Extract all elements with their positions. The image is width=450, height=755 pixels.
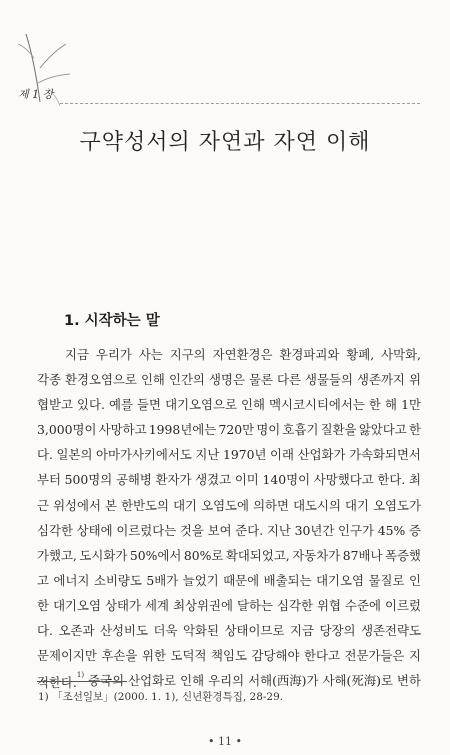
word: 50%에서: [129, 547, 182, 563]
word: 1970년: [222, 447, 267, 463]
word: 환경오염으로: [65, 372, 137, 388]
word: 한반도의: [121, 497, 169, 513]
word: 지난: [195, 447, 220, 463]
text-line: [37, 593, 421, 618]
page-number: • 11 •: [208, 735, 242, 748]
word: 아마가사키에서도: [96, 447, 192, 463]
word: 책임도: [211, 648, 247, 664]
word: 한: [408, 422, 421, 438]
word: 인구가: [338, 522, 374, 538]
word: 질환을: [320, 422, 357, 438]
word: 세계: [145, 597, 169, 613]
word: 협받고: [37, 397, 73, 413]
word: 들면: [137, 397, 161, 413]
word: 후손을: [101, 648, 138, 664]
word: 사는: [138, 347, 163, 362]
word: 오염도에: [201, 497, 249, 513]
word: 생겼고: [195, 472, 232, 488]
word: 이미: [234, 472, 259, 488]
word: 배출되는: [263, 572, 312, 588]
word: 폭증했: [384, 547, 421, 563]
word: 최: [408, 472, 421, 488]
word: 500명의: [64, 472, 113, 488]
word: 사망하고: [98, 422, 147, 438]
word: 가했고,: [37, 547, 77, 563]
word: 적한다.$^{1)}$: [37, 671, 85, 691]
word: 대기: [173, 497, 198, 513]
text-line: [37, 568, 421, 593]
word: 한다고: [304, 648, 340, 664]
word: 물질로: [368, 572, 405, 588]
word: 본: [105, 497, 118, 513]
word: 사막화,: [381, 347, 421, 362]
word: 명이: [256, 422, 281, 438]
word: 앓았다고: [358, 422, 407, 438]
word: 인: [408, 572, 421, 588]
word: 도시화가: [79, 547, 128, 563]
text-line: [37, 467, 421, 492]
word: 위협: [317, 597, 341, 613]
text-line: [37, 417, 421, 442]
word: 이르렀: [385, 597, 421, 613]
word: 소비량도: [93, 572, 142, 588]
word: 해: [385, 397, 397, 413]
word: 오염도가: [373, 497, 421, 513]
word: 준다.: [235, 522, 264, 538]
word: 다른: [277, 372, 301, 388]
word: 720만: [218, 422, 255, 438]
word: 달하는: [237, 597, 273, 613]
word: 5배가: [146, 572, 179, 588]
text-line: [37, 643, 421, 668]
word: 증: [408, 522, 421, 538]
word: 도덕적: [170, 648, 207, 664]
word: 140명이: [262, 472, 311, 488]
word: 감당해야: [251, 648, 300, 664]
word: 대기: [345, 497, 369, 513]
word: 지: [409, 648, 421, 664]
word: 확대되었고,: [225, 547, 290, 563]
word: 있다.: [77, 397, 105, 413]
word: 근: [37, 497, 49, 513]
word: 상태에: [76, 522, 113, 538]
word: 1998년에는: [148, 422, 217, 438]
word: 위: [408, 372, 421, 388]
word: 자동차가: [292, 547, 341, 563]
word: 산성비도: [100, 623, 148, 639]
word: 호흡기: [282, 422, 319, 438]
word: 이르렀다는: [116, 522, 177, 538]
word: 것을: [179, 522, 204, 538]
word: 생물들의: [305, 372, 353, 388]
word: 일본의: [56, 447, 93, 463]
word: 다.: [37, 623, 53, 639]
text-line: [37, 442, 421, 467]
word: 우리가: [95, 347, 132, 362]
word: 위성에서: [53, 497, 101, 513]
text-line: [37, 367, 421, 392]
word: 1만: [401, 397, 421, 413]
footnote: 1) 「조선일보」(2000. 1. 1), 신년환경특집, 28-29.: [38, 691, 284, 703]
word: 대기오염: [316, 572, 364, 588]
chapter-title: 구약성서의 자연과 자연 이해: [79, 129, 371, 155]
word: 한: [37, 597, 49, 613]
word: 악화된: [183, 623, 219, 639]
text-line: [37, 618, 421, 643]
word: 생존전략도: [361, 623, 421, 639]
word: 물론: [248, 372, 273, 388]
word: 자연환경은: [212, 347, 273, 362]
word: 예를: [109, 397, 133, 413]
word: 다.: [37, 447, 53, 463]
word: 지금: [290, 623, 314, 639]
word: 늘었기: [182, 572, 219, 588]
word: 오존과: [58, 623, 95, 639]
word: 우리의: [208, 673, 245, 689]
text-line: [37, 392, 421, 417]
word: 각종: [37, 372, 61, 388]
word: 사해(死海)로: [322, 673, 393, 689]
word: 한다.: [377, 472, 406, 488]
word: 3,000명이: [37, 422, 97, 438]
word: 생명은: [208, 372, 245, 388]
word: 중국의: [88, 673, 125, 689]
word: 생존까지: [357, 372, 405, 388]
text-line: [37, 543, 421, 568]
word: 문제이지만: [37, 648, 97, 664]
word: 멕시코시티에서는: [269, 397, 365, 413]
word: 보여: [207, 522, 232, 538]
word: 이래: [270, 447, 294, 463]
body-paragraph: [37, 342, 421, 693]
word: 황폐,: [346, 347, 375, 362]
word: 전문가들은: [344, 648, 405, 664]
word: 상태이므로: [224, 623, 285, 639]
word: 지금: [65, 347, 89, 362]
footnote-reference: 1): [76, 671, 85, 680]
word: 에너지: [53, 572, 90, 588]
word: 고: [37, 572, 49, 588]
word: 당장의: [319, 623, 356, 639]
word: 부터: [37, 472, 61, 488]
word: 수준에: [345, 597, 381, 613]
section-heading: 1. 시작하는 말: [64, 313, 160, 329]
word: 지난: [266, 522, 291, 538]
word: 80%로: [183, 547, 224, 563]
word: 때문에: [223, 572, 260, 588]
word: 한: [368, 397, 381, 413]
word: 서해(西海)가: [248, 673, 319, 689]
header-divider: [60, 103, 420, 104]
word: 가속화되면서: [349, 447, 421, 463]
word: 30년간: [294, 522, 335, 538]
chapter-label: 제 1 장: [18, 88, 54, 101]
word: 인해: [140, 372, 165, 388]
word: 환경파괴와: [279, 347, 340, 362]
word: 45%: [377, 522, 406, 538]
word: 변하: [397, 673, 421, 689]
text-line: [37, 518, 421, 543]
word: 87배나: [342, 547, 383, 563]
word: 심각한: [37, 522, 73, 538]
word: 최상위권에: [173, 597, 233, 613]
word: 더욱: [153, 623, 178, 639]
text-line: [37, 342, 421, 367]
word: 산업화로: [128, 673, 177, 689]
word: 사망했다고: [313, 472, 374, 488]
word: 환자가: [155, 472, 192, 488]
word: 심각한: [277, 597, 313, 613]
word: 공해병: [115, 472, 152, 488]
text-line: [37, 493, 421, 518]
word: 대기오염: [53, 597, 101, 613]
word: 지구의: [169, 347, 206, 362]
word: 대기오염으로: [165, 397, 237, 413]
word: 위한: [141, 648, 166, 664]
footnote-divider: [37, 681, 127, 682]
word: 인해: [241, 397, 265, 413]
word: 산업화가: [297, 447, 346, 463]
word: 의하면: [253, 497, 289, 513]
word: 인해: [180, 673, 205, 689]
word: 상태가: [105, 597, 141, 613]
word: 인간의: [168, 372, 205, 388]
word: 대도시의: [293, 497, 341, 513]
